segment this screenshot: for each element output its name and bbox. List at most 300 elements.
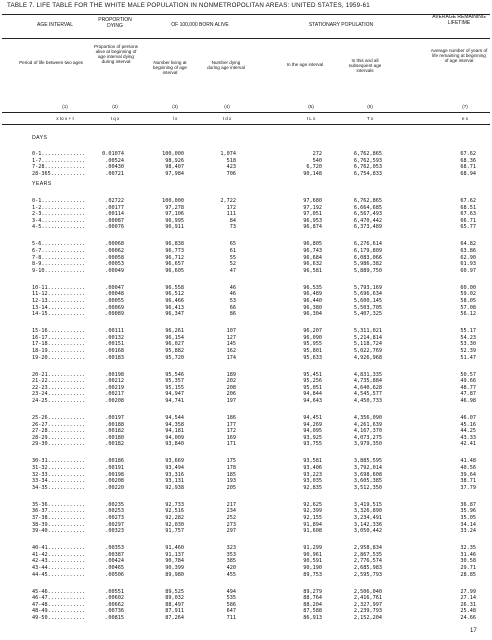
proportion-dying-cell: .00180 [105, 434, 124, 441]
table-row [0, 355, 492, 361]
years-in-interval-cell: 88,764 [303, 595, 322, 602]
number-living-cell: 94,009 [165, 434, 184, 441]
expectation-cell: 60.97 [460, 267, 476, 274]
years-in-interval-cell: 94,095 [303, 428, 322, 435]
number-dying-cell: 46 [229, 291, 236, 298]
proportion-dying-cell: .00183 [105, 354, 124, 361]
years-in-interval-cell: 94,643 [303, 398, 322, 404]
number-dying-cell: 65 [229, 241, 236, 248]
expectation-cell: 56.12 [460, 311, 476, 318]
column-symbol-5: t L x [306, 116, 316, 121]
age-interval-cell: 1-7.............. [32, 157, 86, 164]
age-interval-cell: 10-11............ [32, 284, 86, 291]
table-row [0, 248, 492, 254]
total-years-cell: 2,685,983 [353, 565, 382, 571]
years-in-interval-cell: 94,269 [303, 421, 322, 428]
expectation-cell: 42.41 [460, 441, 476, 448]
number-living-cell: 93,669 [165, 458, 184, 465]
years-in-interval-cell: 92,625 [303, 501, 322, 508]
table-row [0, 372, 492, 378]
table-row [0, 608, 492, 614]
years-in-interval-cell: 96,207 [303, 328, 322, 335]
proportion-dying-cell: .00151 [105, 341, 124, 348]
total-years-cell: 3,326,890 [353, 508, 382, 515]
table-row [0, 171, 492, 177]
proportion-dying-cell: .00058 [105, 254, 124, 261]
years-in-interval-cell: 93,581 [303, 458, 322, 465]
age-interval-cell: 42-43............ [32, 558, 86, 565]
table-row [0, 218, 492, 224]
expectation-cell: 46.98 [460, 398, 476, 404]
total-years-cell: 2,776,574 [353, 558, 382, 565]
number-living-cell: 92,516 [165, 508, 184, 515]
number-living-cell: 96,995 [165, 217, 184, 224]
expectation-cell: 61.93 [460, 261, 476, 268]
age-interval-cell: 48-49............ [32, 608, 86, 615]
number-dying-cell: 252 [226, 515, 236, 521]
number-dying-cell: 53 [229, 298, 236, 304]
years-in-interval-cell: 92,399 [303, 508, 322, 515]
expectation-cell: 50.57 [460, 371, 476, 378]
proportion-dying-cell: .00076 [105, 224, 124, 231]
age-interval-cell: 28-29............ [32, 434, 86, 441]
total-years-cell: 6,179,809 [353, 248, 382, 254]
proportion-dying-cell: .00053 [105, 261, 124, 268]
table-row [0, 422, 492, 428]
age-interval-cell: 31-32............ [32, 465, 86, 471]
subheader-number-dying: Number dying during age interval [207, 60, 245, 71]
subheader-number-living: Number living at beginning of age interval [153, 60, 187, 76]
expectation-cell: 67.63 [460, 211, 476, 218]
number-living-cell: 96,712 [165, 254, 184, 261]
number-dying-cell: 423 [226, 164, 236, 171]
age-interval-cell: 1-2.............. [32, 204, 86, 211]
age-interval-cell: 49-50............ [32, 615, 86, 621]
total-years-cell: 4,926,968 [353, 354, 382, 361]
years-in-interval-cell: 91,894 [303, 521, 322, 528]
table-row [0, 348, 492, 354]
years-in-interval-cell: 92,835 [303, 484, 322, 491]
expectation-cell: 24.66 [460, 615, 476, 621]
number-living-cell: 92,282 [165, 515, 184, 521]
expectation-cell: 66.71 [460, 217, 476, 224]
proportion-dying-cell: .00551 [105, 588, 124, 595]
number-living-cell: 89,032 [165, 595, 184, 602]
proportion-dying-cell: .00048 [105, 291, 124, 298]
years-in-interval-cell: 96,632 [303, 261, 322, 268]
age-interval-cell: 21-22............ [32, 378, 86, 385]
number-dying-cell: 175 [226, 458, 236, 465]
number-living-cell: 94,947 [165, 391, 184, 398]
expectation-cell: 58.05 [460, 298, 476, 304]
expectation-cell: 67.62 [460, 151, 476, 157]
total-years-cell: 5,118,724 [353, 341, 382, 348]
expectation-cell: 48.77 [460, 384, 476, 391]
expectation-cell: 63.86 [460, 248, 476, 254]
total-years-cell: 5,503,705 [353, 304, 382, 311]
number-dying-cell: 711 [226, 615, 236, 621]
number-living-cell: 94,358 [165, 421, 184, 428]
years-in-interval-cell: 6,720 [306, 164, 322, 171]
number-dying-cell: 52 [229, 261, 236, 268]
proportion-dying-cell: .00186 [105, 458, 124, 465]
subheader-proportion: Proportion of persons alive at beginning of age interval dying during interval [94, 44, 138, 65]
total-years-cell: 5,889,750 [353, 267, 382, 274]
years-in-interval-cell: 96,304 [303, 311, 322, 318]
table-row [0, 615, 492, 621]
number-living-cell: 96,911 [165, 224, 184, 231]
number-dying-cell: 234 [226, 508, 236, 515]
top-rule [2, 14, 490, 15]
table-row [0, 224, 492, 230]
number-living-cell: 97,106 [165, 211, 184, 218]
age-interval-cell: 25-26............ [32, 415, 86, 421]
proportion-dying-cell: .00049 [105, 267, 124, 274]
table-row [0, 385, 492, 391]
header-of-100000-born-alive: OF 100,000 BORN ALIVE [171, 22, 229, 28]
age-interval-cell: 16-17............ [32, 334, 86, 341]
table-title: TABLE 7. LIFE TABLE FOR THE WHITE MALE POPULATION IN NONMETROPOLITAN AREAS: UNITED STATES, 1959-61 [7, 2, 370, 9]
expectation-cell: 27.99 [460, 588, 476, 595]
proportion-dying-cell: .00253 [105, 508, 124, 515]
number-living-cell: 96,154 [165, 334, 184, 341]
number-living-cell: 96,261 [165, 328, 184, 335]
age-interval-cell: 35-36............ [32, 501, 86, 508]
total-years-cell: 6,762,865 [353, 151, 382, 157]
table-row [0, 158, 492, 164]
proportion-dying-cell: .00602 [105, 595, 124, 602]
age-interval-cell: 11-12............ [32, 291, 86, 298]
expectation-cell: 60.00 [460, 284, 476, 291]
age-interval-cell: 0-1.............. [32, 198, 86, 204]
proportion-dying-cell: .00736 [105, 608, 124, 615]
proportion-dying-cell: .00815 [105, 615, 124, 621]
proportion-dying-cell: 0.01074 [102, 151, 124, 157]
table-row [0, 241, 492, 247]
age-interval-cell: 12-13............ [32, 298, 86, 304]
section-years: YEARS [32, 181, 52, 187]
age-interval-cell: 33-34............ [32, 478, 86, 485]
age-interval-cell: 9-10............. [32, 267, 86, 274]
number-living-cell: 88,497 [165, 601, 184, 608]
number-living-cell: 87,264 [165, 615, 184, 621]
age-interval-cell: 23-24............ [32, 391, 86, 398]
expectation-cell: 52.39 [460, 348, 476, 354]
total-years-cell: 4,167,370 [353, 428, 382, 435]
number-living-cell: 90,784 [165, 558, 184, 565]
table-row [0, 151, 492, 157]
proportion-dying-cell: .00506 [105, 571, 124, 578]
expectation-cell: 54.23 [460, 334, 476, 341]
age-interval-cell: 13-14............ [32, 304, 86, 311]
number-dying-cell: 205 [226, 484, 236, 491]
years-in-interval-cell: 90,591 [303, 558, 322, 565]
age-interval-cell: 6-7.............. [32, 248, 86, 254]
years-in-interval-cell: 92,155 [303, 515, 322, 521]
expectation-cell: 44.25 [460, 428, 476, 435]
years-in-interval-cell: 90,961 [303, 551, 322, 558]
expectation-cell: 65.77 [460, 224, 476, 231]
number-living-cell: 90,399 [165, 565, 184, 571]
total-years-cell: 6,664,685 [353, 204, 382, 211]
age-interval-cell: 0-1.............. [32, 151, 86, 157]
proportion-dying-cell: .00168 [105, 348, 124, 354]
number-dying-cell: 494 [226, 588, 236, 595]
table-row [0, 261, 492, 267]
expectation-cell: 32.35 [460, 545, 476, 552]
expectation-cell: 37.79 [460, 484, 476, 491]
age-interval-cell: 36-37............ [32, 508, 86, 515]
years-in-interval-cell: 96,535 [303, 284, 322, 291]
expectation-cell: 36.87 [460, 501, 476, 508]
expectation-cell: 46.07 [460, 415, 476, 421]
number-living-cell: 89,980 [165, 571, 184, 578]
number-living-cell: 96,413 [165, 304, 184, 311]
number-living-cell: 89,525 [165, 588, 184, 595]
number-dying-cell: 61 [229, 248, 236, 254]
proportion-dying-cell: .00087 [105, 217, 124, 224]
number-dying-cell: 353 [226, 551, 236, 558]
number-dying-cell: 55 [229, 254, 236, 261]
years-in-interval-cell: 90,148 [303, 170, 322, 177]
age-interval-cell: 22-23............ [32, 384, 86, 391]
column-symbol-3: l x [172, 116, 178, 121]
number-dying-cell: 706 [226, 170, 236, 177]
years-in-interval-cell: 96,581 [303, 267, 322, 274]
expectation-cell: 59.02 [460, 291, 476, 298]
header-average-remaining-lifetime: AVERAGE REMAINING LIFETIME [432, 14, 486, 26]
proportion-dying-cell: .00062 [105, 248, 124, 254]
age-interval-cell: 43-44............ [32, 565, 86, 571]
table-row [0, 164, 492, 170]
number-dying-cell: 111 [226, 211, 236, 218]
number-dying-cell: 46 [229, 284, 236, 291]
header-stationary-population: STATIONARY POPULATION [308, 22, 374, 28]
proportion-dying-cell: .00089 [105, 311, 124, 318]
number-living-cell: 95,546 [165, 371, 184, 378]
proportion-dying-cell: .00188 [105, 421, 124, 428]
total-years-cell: 6,762,593 [353, 157, 382, 164]
age-interval-cell: 45-46............ [32, 588, 86, 595]
number-living-cell: 96,466 [165, 298, 184, 304]
total-years-cell: 4,073,275 [353, 434, 382, 441]
symbol-rule [2, 124, 490, 125]
table-row [0, 572, 492, 578]
total-years-cell: 4,356,090 [353, 415, 382, 421]
expectation-cell: 29.71 [460, 565, 476, 571]
table-row [0, 508, 492, 514]
column-number-6: (6) [367, 104, 373, 109]
table-row [0, 291, 492, 297]
age-interval-cell: 20-21............ [32, 371, 86, 378]
number-living-cell: 96,512 [165, 291, 184, 298]
years-in-interval-cell: 93,035 [303, 478, 322, 485]
expectation-cell: 38.71 [460, 478, 476, 485]
number-dying-cell: 385 [226, 558, 236, 565]
years-in-interval-cell: 86,913 [303, 615, 322, 621]
table-row [0, 528, 492, 534]
expectation-cell: 68.94 [460, 170, 476, 177]
age-interval-cell: 32-33............ [32, 471, 86, 478]
number-living-cell: 94,181 [165, 428, 184, 435]
table-row [0, 435, 492, 441]
age-interval-cell: 7-8.............. [32, 254, 86, 261]
table-row [0, 415, 492, 421]
expectation-cell: 35.96 [460, 508, 476, 515]
total-years-cell: 2,506,040 [353, 588, 382, 595]
total-years-cell: 4,545,577 [353, 391, 382, 398]
table-row [0, 255, 492, 261]
age-interval-cell: 34-35............ [32, 484, 86, 491]
table-row [0, 478, 492, 484]
number-living-cell: 97,984 [165, 170, 184, 177]
number-dying-cell: 162 [226, 348, 236, 354]
table-row [0, 552, 492, 558]
years-in-interval-cell: 94,451 [303, 415, 322, 421]
expectation-cell: 40.56 [460, 465, 476, 471]
table-row [0, 311, 492, 317]
number-dying-cell: 186 [226, 415, 236, 421]
proportion-dying-cell: .00524 [105, 157, 124, 164]
number-dying-cell: 145 [226, 341, 236, 348]
column-symbol-7: e x [461, 116, 469, 121]
years-in-interval-cell: 95,256 [303, 378, 322, 385]
years-in-interval-cell: 90,190 [303, 565, 322, 571]
subheader-this-and-subsequent: In this and all subsequent age intervals [348, 58, 382, 74]
number-dying-cell: 172 [226, 428, 236, 435]
number-living-cell: 96,347 [165, 311, 184, 318]
number-living-cell: 94,741 [165, 398, 184, 404]
table-row [0, 378, 492, 384]
number-dying-cell: 189 [226, 371, 236, 378]
expectation-cell: 57.08 [460, 304, 476, 311]
number-dying-cell: 455 [226, 571, 236, 578]
number-living-cell: 91,460 [165, 545, 184, 552]
table-row [0, 589, 492, 595]
number-living-cell: 97,278 [165, 204, 184, 211]
years-in-interval-cell: 89,753 [303, 571, 322, 578]
column-symbol-4: t d x [222, 116, 232, 121]
years-in-interval-cell: 96,090 [303, 334, 322, 341]
years-in-interval-cell: 96,440 [303, 298, 322, 304]
expectation-cell: 45.16 [460, 421, 476, 428]
proportion-dying-cell: .00055 [105, 298, 124, 304]
total-years-cell: 2,327,997 [353, 601, 382, 608]
number-dying-cell: 47 [229, 267, 236, 274]
table-row [0, 565, 492, 571]
proportion-dying-cell: .00217 [105, 391, 124, 398]
number-living-cell: 96,605 [165, 267, 184, 274]
total-years-cell: 4,831,335 [353, 371, 382, 378]
proportion-dying-cell: .00662 [105, 601, 124, 608]
years-in-interval-cell: 96,874 [303, 224, 322, 231]
years-in-interval-cell: 87,588 [303, 608, 322, 615]
header-rule [2, 38, 490, 39]
proportion-dying-cell: .00047 [105, 284, 124, 291]
number-living-cell: 95,357 [165, 378, 184, 385]
total-years-cell: 4,450,733 [353, 398, 382, 404]
number-dying-cell: 185 [226, 471, 236, 478]
age-interval-cell: 37-38............ [32, 515, 86, 521]
header-age-interval: AGE INTERVAL [37, 22, 73, 28]
years-in-interval-cell: 89,279 [303, 588, 322, 595]
proportion-dying-cell: .00219 [105, 384, 124, 391]
table-row [0, 515, 492, 521]
column-number-3: (3) [172, 104, 178, 109]
total-years-cell: 4,735,884 [353, 378, 382, 385]
column-number-4: (4) [224, 104, 230, 109]
age-interval-cell: 38-39............ [32, 521, 86, 528]
total-years-cell: 3,979,350 [353, 441, 382, 448]
age-interval-cell: 18-19............ [32, 348, 86, 354]
proportion-dying-cell: .00198 [105, 471, 124, 478]
years-in-interval-cell: 540 [312, 157, 322, 164]
total-years-cell: 4,640,628 [353, 384, 382, 391]
total-years-cell: 5,311,021 [353, 328, 382, 335]
proportion-dying-cell: .00197 [105, 415, 124, 421]
total-years-cell: 3,605,385 [353, 478, 382, 485]
years-in-interval-cell: 272 [312, 151, 322, 157]
number-living-cell: 98,407 [165, 164, 184, 171]
years-in-interval-cell: 96,380 [303, 304, 322, 311]
proportion-dying-cell: .00465 [105, 565, 124, 571]
number-living-cell: 96,773 [165, 248, 184, 254]
colnum-rule [2, 112, 490, 113]
proportion-dying-cell: .00208 [105, 398, 124, 404]
total-years-cell: 3,234,491 [353, 515, 382, 521]
years-in-interval-cell: 93,406 [303, 465, 322, 471]
total-years-cell: 3,512,350 [353, 484, 382, 491]
age-interval-cell: 47-48............ [32, 601, 86, 608]
column-number-5: (5) [308, 104, 314, 109]
total-years-cell: 4,261,639 [353, 421, 382, 428]
number-dying-cell: 206 [226, 391, 236, 398]
proportion-dying-cell: .00182 [105, 428, 124, 435]
age-interval-cell: 44-45............ [32, 571, 86, 578]
expectation-cell: 68.71 [460, 164, 476, 171]
total-years-cell: 6,762,865 [353, 198, 382, 204]
proportion-dying-cell: .02722 [105, 198, 124, 204]
number-living-cell: 93,131 [165, 478, 184, 485]
total-years-cell: 6,567,493 [353, 211, 382, 218]
number-dying-cell: 647 [226, 608, 236, 615]
expectation-cell: 49.66 [460, 378, 476, 385]
number-dying-cell: 197 [226, 398, 236, 404]
years-in-interval-cell: 91,299 [303, 545, 322, 552]
proportion-dying-cell: .00235 [105, 501, 124, 508]
table-row [0, 298, 492, 304]
total-years-cell: 3,885,595 [353, 458, 382, 465]
number-living-cell: 96,558 [165, 284, 184, 291]
years-in-interval-cell: 96,953 [303, 217, 322, 224]
years-in-interval-cell: 97,680 [303, 198, 322, 204]
total-years-cell: 5,600,145 [353, 298, 382, 304]
age-interval-cell: 17-18............ [32, 341, 86, 348]
expectation-cell: 47.87 [460, 391, 476, 398]
years-in-interval-cell: 95,633 [303, 354, 322, 361]
proportion-dying-cell: .00177 [105, 204, 124, 211]
total-years-cell: 5,986,382 [353, 261, 382, 268]
number-dying-cell: 174 [226, 354, 236, 361]
expectation-cell: 68.51 [460, 204, 476, 211]
age-interval-cell: 15-16............ [32, 328, 86, 335]
number-living-cell: 95,720 [165, 354, 184, 361]
header-proportion-dying: PROPORTION DYING [98, 17, 132, 29]
years-in-interval-cell: 91,608 [303, 528, 322, 535]
age-interval-cell: 40-41............ [32, 545, 86, 552]
total-years-cell: 6,373,489 [353, 224, 382, 231]
total-years-cell: 5,696,634 [353, 291, 382, 298]
